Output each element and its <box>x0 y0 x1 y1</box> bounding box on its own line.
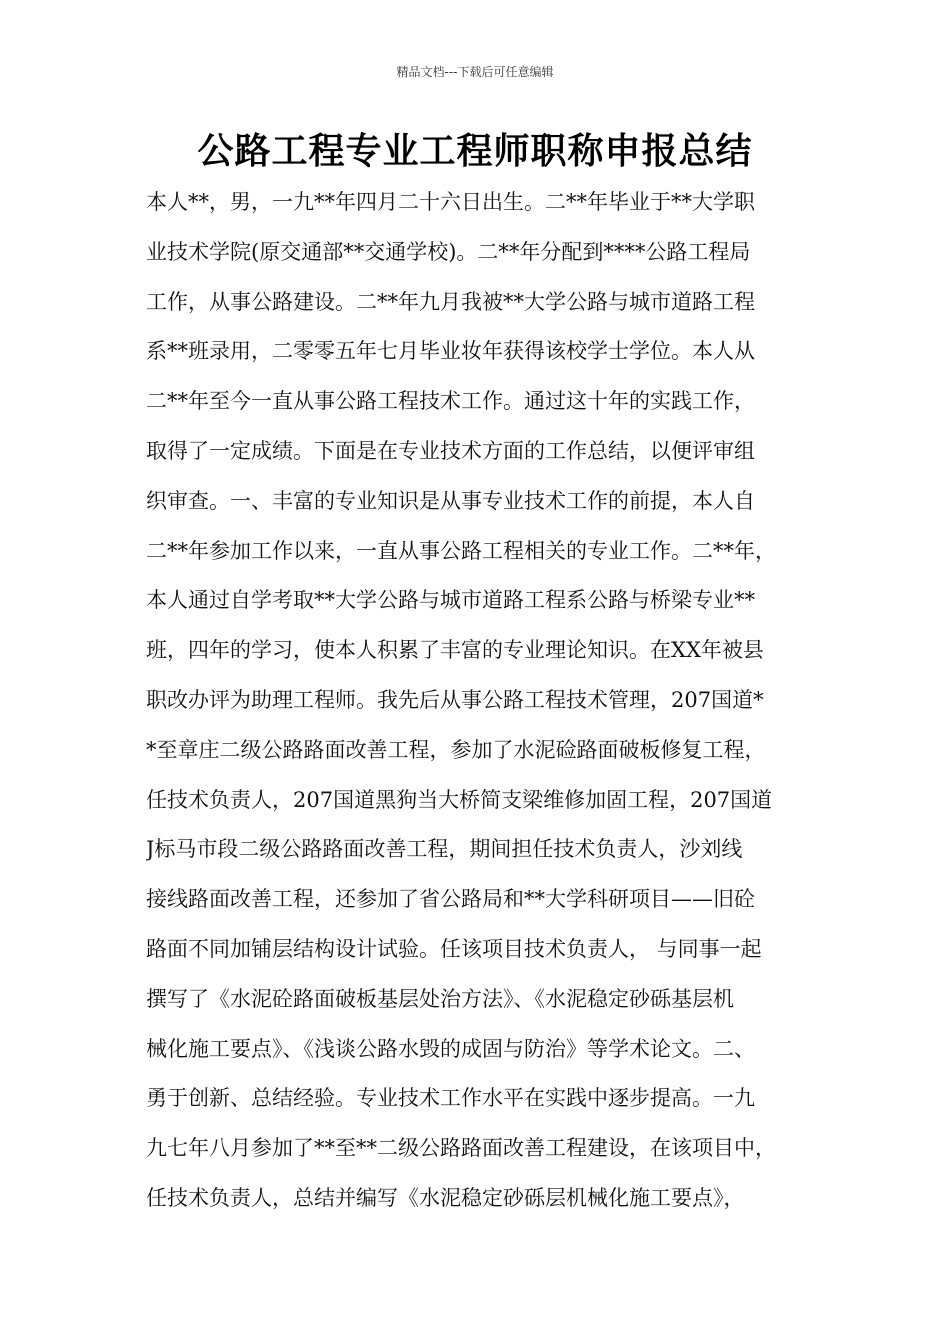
text-line: 二**年至今一直从事公路工程技术工作。通过这十年的实践工作， <box>146 389 755 414</box>
text-line: 撰写了《水泥砼路面破板基层处治方法》、《水泥稳定砂砾基层机 <box>146 986 734 1011</box>
page-header: 精品文档---下载后可任意编辑 <box>396 65 554 79</box>
text-line: 二**年参加工作以来，一直从事公路工程相关的专业工作。二**年， <box>146 538 776 563</box>
text-line: 九七年八月参加了**至**二级公路路面改善工程建设，在该项目中， <box>146 1136 776 1161</box>
document-title: 公路工程专业工程师职称申报总结 <box>197 131 753 172</box>
text-line: 本人通过自学考取**大学公路与城市道路工程系公路与桥梁专业** <box>146 588 755 613</box>
text-line: 班，四年的学习，使本人积累了丰富的专业理论知识。在XX年被县 <box>146 638 764 663</box>
text-line: 取得了一定成绩。下面是在专业技术方面的工作总结，以便评审组 <box>146 438 755 463</box>
text-line: 业技术学院(原交通部**交通学校)。二**年分配到****公路工程局 <box>146 239 751 264</box>
text-line: 本人**，男，一九**年四月二十六日出生。二**年毕业于**大学职 <box>146 190 755 214</box>
text-line: 任技术负责人，总结并编写《水泥稳定砂砾层机械化施工要点》， <box>146 1185 745 1210</box>
text-line: 械化施工要点》、《浅谈公路水毁的成固与防治》等学术论文。二、 <box>146 1036 755 1061</box>
text-line: 系**班录用，二零零五年七月毕业妆年获得该校学士学位。本人从 <box>146 339 755 364</box>
text-line: 接线路面改善工程，还参加了省公路局和**大学科研项目——旧砼 <box>146 887 755 912</box>
text-line: 勇于创新、总结经验。专业技术工作水平在实践中逐步提高。一九 <box>146 1086 755 1111</box>
text-line: J标马市段二级公路路面改善工程，期间担任技术负责人，沙刘线 <box>146 837 743 862</box>
text-line: 任技术负责人，207国道黑狗当大桥简支梁维修加固工程，207国道 <box>146 787 773 812</box>
text-line: 职改办评为助理工程师。我先后从事公路工程技术管理，207国道* <box>146 687 764 712</box>
text-line: 路面不同加铺层结构设计试验。任该项目技术负责人， 与同事一起 <box>146 936 762 961</box>
text-line: 织审查。一、丰富的专业知识是从事专业技术工作的前提，本人自 <box>146 488 755 513</box>
text-line: 工作，从事公路建设。二**年九月我被**大学公路与城市道路工程 <box>146 289 755 314</box>
document-body <box>146 178 836 1224</box>
text-line: *至章庄二级公路路面改善工程，参加了水泥硷路面破板修复工程， <box>146 737 766 762</box>
